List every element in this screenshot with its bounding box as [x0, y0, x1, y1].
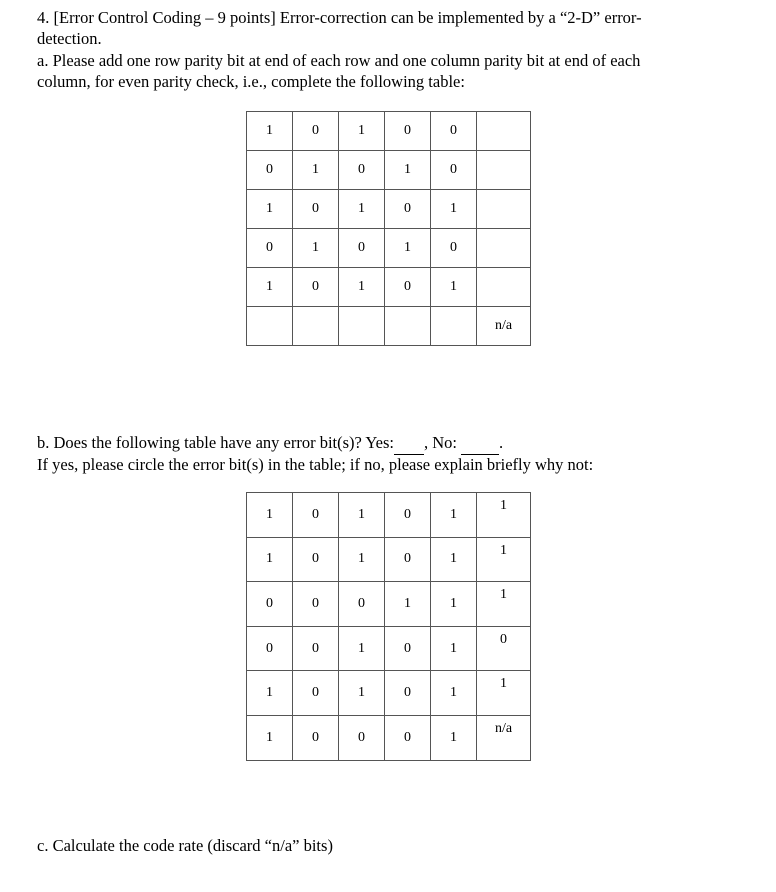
table-b-data-cell[interactable]: 1: [431, 671, 477, 716]
table-b-row: [247, 715, 531, 760]
table-b-data-cell[interactable]: 0: [293, 537, 339, 582]
table-a-parity-cell[interactable]: [477, 229, 531, 268]
table-a-data-cell: 0: [293, 190, 339, 229]
table-a-row: [247, 268, 531, 307]
table-b-row: [247, 626, 531, 671]
table-a-data-cell: 1: [247, 112, 293, 151]
table-a-data-cell: 1: [385, 229, 431, 268]
table-b-parity-cell[interactable]: 0: [339, 715, 385, 760]
table-a-row: [247, 229, 531, 268]
table-b-data-cell[interactable]: 1: [431, 493, 477, 538]
table-b-parity-cell[interactable]: 1: [477, 582, 531, 627]
part-a-line-2: column, for even parity check, i.e., complete the following table:: [37, 71, 465, 91]
table-b-data-cell[interactable]: 0: [247, 626, 293, 671]
part-b-instructions: [37, 433, 593, 475]
table-b-parity-cell[interactable]: 0: [477, 626, 531, 671]
table-b-data-cell[interactable]: 0: [385, 537, 431, 582]
table-a-data-cell: 0: [247, 229, 293, 268]
table-a-data-cell: 0: [431, 229, 477, 268]
table-a-data-cell: 0: [247, 151, 293, 190]
table-a-data-cell: 1: [431, 268, 477, 307]
table-b-data-cell[interactable]: 1: [431, 537, 477, 582]
table-a-data-cell: 0: [431, 151, 477, 190]
table-b-row: [247, 671, 531, 716]
table-b-data-cell[interactable]: 1: [385, 582, 431, 627]
table-b-data-cell[interactable]: 0: [247, 582, 293, 627]
table-a-data-cell: 0: [385, 190, 431, 229]
table-b-data-cell[interactable]: 0: [385, 626, 431, 671]
table-a-data-cell: 0: [385, 112, 431, 151]
table-b-parity-cell[interactable]: 1: [431, 715, 477, 760]
table-b-parity-cell[interactable]: 0: [293, 715, 339, 760]
table-a-data-cell: 0: [293, 268, 339, 307]
part-b-line-2: If yes, please circle the error bit(s) in the table; if no, please explain briefly why not:: [37, 454, 594, 474]
parity-table-b-body: [247, 493, 531, 761]
table-b-data-cell[interactable]: 0: [293, 493, 339, 538]
part-c-instructions: c. Calculate the code rate (discard “n/a” bits): [37, 836, 333, 855]
table-b-row: [247, 582, 531, 627]
table-b-data-cell[interactable]: 0: [385, 493, 431, 538]
question-intro-line-1: 4. [Error Control Coding – 9 points] Error-correction can be implemented by a “2-D” error-: [37, 8, 642, 27]
table-b-row: [247, 537, 531, 582]
table-a-parity-cell[interactable]: [477, 268, 531, 307]
table-a-data-cell: 1: [247, 268, 293, 307]
table-a-data-cell: 0: [293, 112, 339, 151]
table-a-data-cell: 0: [339, 151, 385, 190]
parity-table-a-body: [247, 112, 531, 346]
table-b-data-cell[interactable]: 1: [247, 493, 293, 538]
table-a-parity-cell[interactable]: [477, 190, 531, 229]
table-b-data-cell[interactable]: 1: [339, 626, 385, 671]
table-a-row: [247, 190, 531, 229]
parity-table-b: [246, 492, 531, 761]
parity-table-a: [246, 111, 531, 346]
part-a-instructions: [37, 51, 640, 92]
table-a-row: [247, 151, 531, 190]
table-a-parity-cell[interactable]: [339, 307, 385, 346]
table-b-data-cell[interactable]: 1: [339, 671, 385, 716]
table-a-parity-cell[interactable]: [247, 307, 293, 346]
table-a-data-cell: 0: [339, 229, 385, 268]
part-b-period: .: [498, 433, 504, 452]
table-b-data-cell[interactable]: 1: [431, 582, 477, 627]
table-a-data-cell: 1: [293, 229, 339, 268]
table-b-data-cell[interactable]: 1: [431, 626, 477, 671]
question-intro: [37, 8, 642, 49]
table-b-data-cell[interactable]: 1: [339, 537, 385, 582]
table-b-parity-cell[interactable]: 1: [477, 537, 531, 582]
part-b-question: b. Does the following table have any error bit(s)? Yes:: [37, 433, 394, 452]
table-b-data-cell[interactable]: 0: [339, 582, 385, 627]
table-b-data-cell[interactable]: 0: [385, 671, 431, 716]
table-a-data-cell: 1: [339, 268, 385, 307]
table-a-parity-cell[interactable]: [431, 307, 477, 346]
table-a-data-cell: 1: [293, 151, 339, 190]
table-b-parity-cell[interactable]: 1: [477, 493, 531, 538]
yes-answer-blank[interactable]: [394, 433, 424, 455]
table-b-parity-cell[interactable]: 1: [477, 671, 531, 716]
table-a-data-cell: 1: [247, 190, 293, 229]
table-a-data-cell: 0: [385, 268, 431, 307]
table-b-parity-cell[interactable]: 0: [385, 715, 431, 760]
table-b-data-cell[interactable]: 1: [339, 493, 385, 538]
table-a-data-cell: 1: [339, 190, 385, 229]
table-b-data-cell[interactable]: 1: [247, 671, 293, 716]
question-intro-line-2: detection.: [37, 28, 102, 48]
table-b-data-cell[interactable]: 1: [247, 537, 293, 582]
table-a-parity-cell[interactable]: [477, 151, 531, 190]
table-b-data-cell[interactable]: 0: [293, 671, 339, 716]
part-b-no-label: , No:: [423, 433, 457, 452]
part-a-line-1: a. Please add one row parity bit at end of each row and one column parity bit at end of each: [37, 51, 641, 70]
table-b-parity-cell[interactable]: 1: [247, 715, 293, 760]
table-a-parity-cell[interactable]: [293, 307, 339, 346]
table-a-parity-cell[interactable]: [477, 112, 531, 151]
table-a-parity-cell: n/a: [477, 307, 531, 346]
table-a-parity-cell[interactable]: [385, 307, 431, 346]
table-a-data-cell: 0: [431, 112, 477, 151]
table-a-data-cell: 1: [339, 112, 385, 151]
table-b-data-cell[interactable]: 0: [293, 626, 339, 671]
table-b-row: [247, 493, 531, 538]
table-a-row: [247, 307, 531, 346]
table-b-parity-cell[interactable]: n/a: [477, 715, 531, 760]
table-a-data-cell: 1: [385, 151, 431, 190]
table-a-row: [247, 112, 531, 151]
table-b-data-cell[interactable]: 0: [293, 582, 339, 627]
table-a-data-cell: 1: [431, 190, 477, 229]
part-b-line-1: [37, 433, 593, 455]
no-answer-blank[interactable]: [461, 433, 499, 455]
